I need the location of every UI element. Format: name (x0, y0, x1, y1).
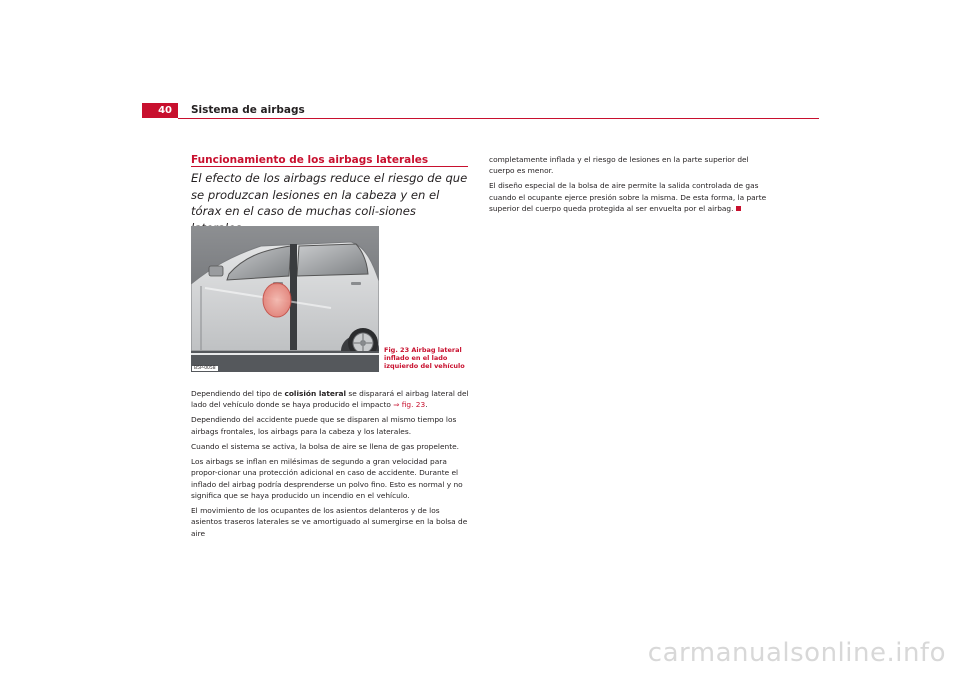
end-of-section-icon (736, 206, 741, 211)
figure-reference-link[interactable]: ⇒ fig. 23 (393, 400, 426, 410)
paragraph: Cuando el sistema se activa, la bolsa de aire se llena de gas propelente. (191, 441, 459, 451)
paragraph: Dependiendo del accidente puede que se disparen al mismo tiempo los airbags frontales, los airbags para la cabeza y los laterales. (191, 415, 457, 436)
text: El diseño especial de la bolsa de aire permite la salida controlada de gas cuando el ocupante ejerce presión sobre la misma. De esta forma, la parte superior del cuerpo queda protegida al ser envuelta por el airbag. (489, 181, 767, 214)
figure-code: B5P-0058 (194, 366, 216, 371)
section-rule (191, 166, 468, 167)
right-column (489, 154, 769, 218)
paragraph: El movimiento de los ocupantes de los asientos delanteros y de los asientos traseros laterales se ve amortiguado al sumergirse en la bolsa de aire (191, 506, 468, 538)
bold-term: colisión lateral (284, 389, 347, 398)
page-number: 40 (142, 103, 178, 118)
text: se disparará el airbag lateral del lado del vehículo donde se haya producido el impacto (191, 389, 469, 410)
section-intro: El efecto de los airbags reduce el riesgo de que se produzcan lesiones en la cabeza y en el tórax en el caso de muchas coli-siones (191, 171, 468, 218)
paragraph (489, 180, 769, 214)
left-column (191, 388, 469, 543)
text: . (425, 400, 428, 410)
figure-caption: Fig. 23 Airbag lateral inflado en el lado izquierdo del vehículo (384, 346, 465, 370)
text: Dependiendo del tipo de (191, 389, 285, 398)
paragraph: completamente inflada y el riesgo de lesiones en la parte superior del cuerpo es menor. (489, 155, 749, 176)
paragraph (191, 388, 469, 411)
paragraph: Los airbags se inflan en milésimas de segundo a gran velocidad para propor-cionar una protección adicional en caso de accidente. Durante el inflado del airbag podría desprenderse un polvo fino. Esto es normal y no significa que se haya producido un incendio en el vehículo. (191, 456, 463, 501)
header-rule (178, 118, 819, 119)
airbag-figure (191, 226, 379, 372)
section-heading: Funcionamiento de los airbags laterales (191, 154, 429, 166)
car-side-illustration (191, 226, 379, 372)
watermark: carmanualsonline.info (647, 638, 946, 668)
header-title: Sistema de airbags (191, 104, 305, 116)
